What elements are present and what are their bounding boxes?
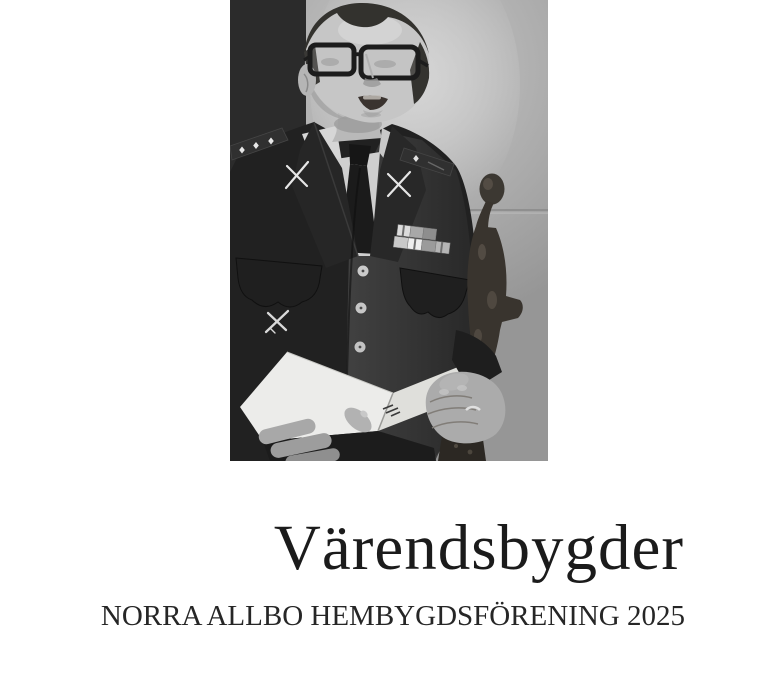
- cover-photo-illustration: [230, 0, 548, 461]
- cover-title: Värendsbygder: [273, 512, 684, 584]
- cover-subtitle: NORRA ALLBO HEMBYGDSFÖRENING 2025: [100, 600, 685, 632]
- cover-photo: [230, 0, 548, 461]
- glasses: [304, 45, 428, 78]
